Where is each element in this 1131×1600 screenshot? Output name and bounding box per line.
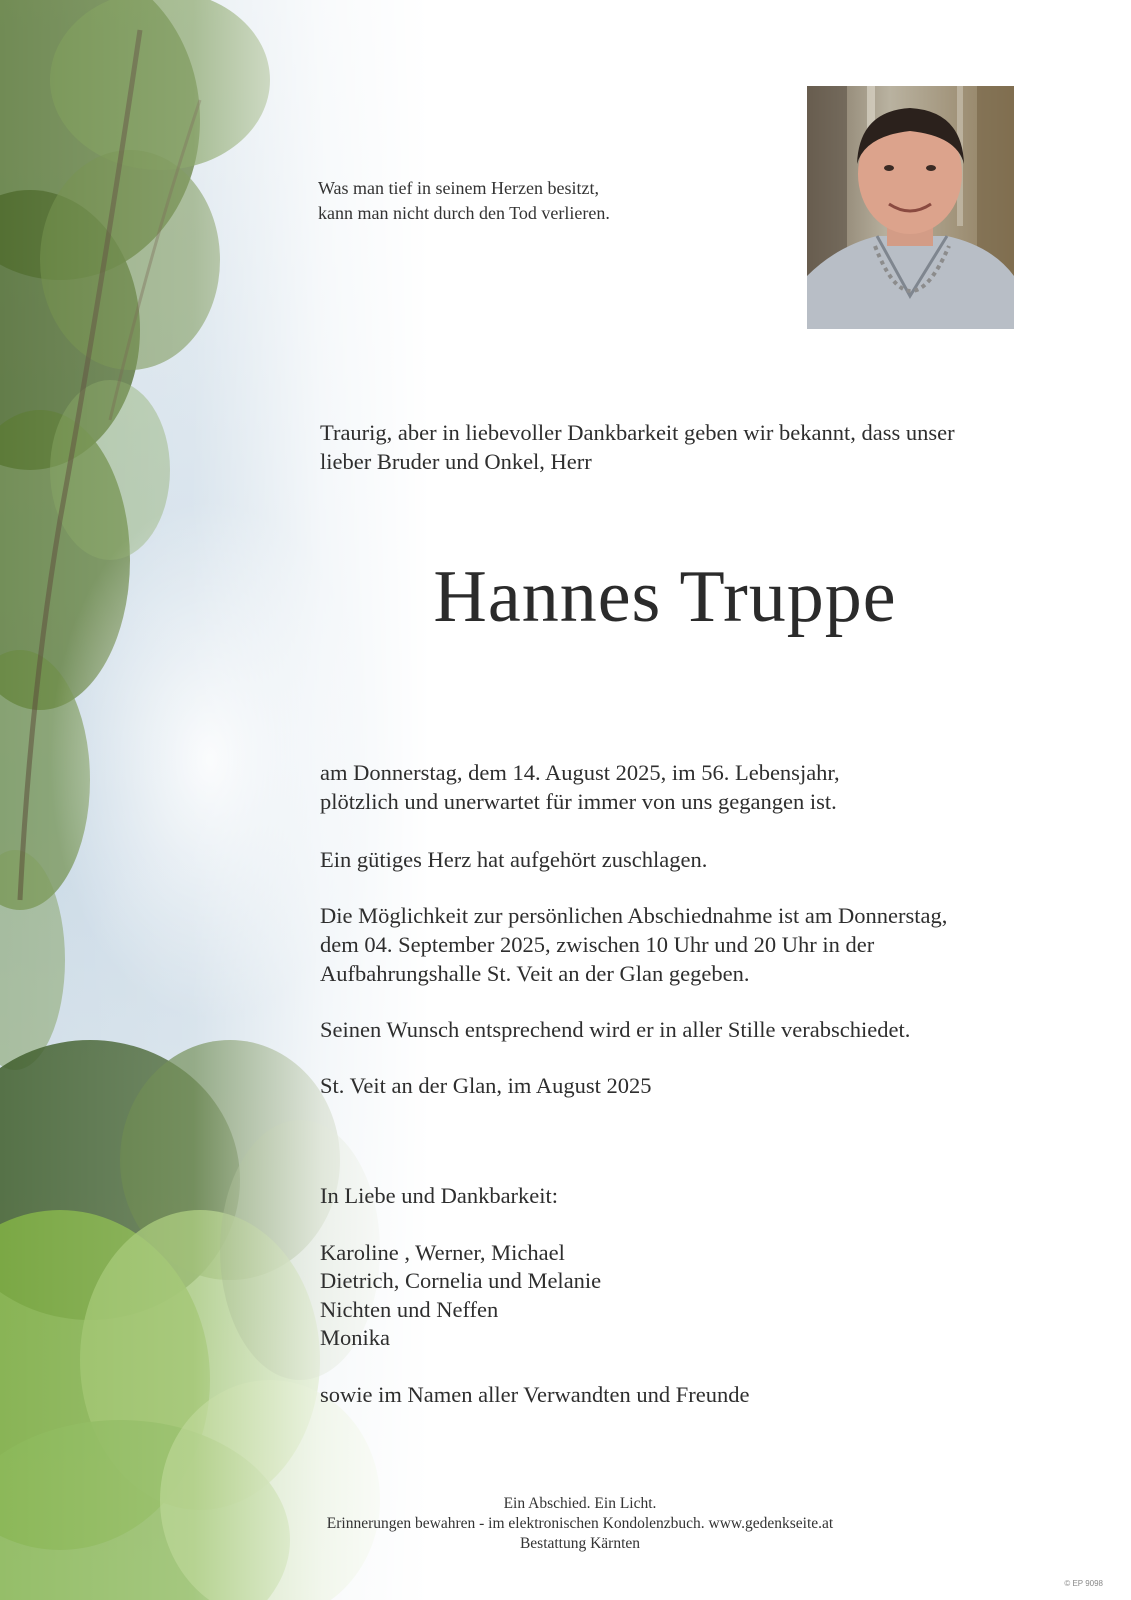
paragraph-line: dem 04. September 2025, zwischen 10 Uhr und 20 Uhr in der bbox=[320, 932, 875, 957]
wish-paragraph bbox=[320, 1015, 1040, 1044]
mourner-name: Nichten und Neffen bbox=[320, 1296, 499, 1322]
quote-line: Was man tief in seinem Herzen besitzt, bbox=[318, 178, 599, 198]
heart-paragraph bbox=[320, 845, 1040, 874]
print-code: © EP 9098 bbox=[1064, 1579, 1103, 1588]
farewell-paragraph bbox=[320, 901, 1040, 988]
mourner-name: Dietrich, Cornelia und Melanie bbox=[320, 1268, 602, 1293]
footer-condolence-link: Erinnerungen bewahren - im elektronischen Kondolenzbuch. www.gedenkseite.at bbox=[326, 1515, 834, 1532]
paragraph-line: am Donnerstag, dem 14. August 2025, im 56. Lebensjahr, bbox=[320, 760, 840, 785]
footer-tagline: Ein Abschied. Ein Licht. bbox=[503, 1495, 657, 1512]
memorial-quote bbox=[318, 176, 738, 226]
paragraph-line: Ein gütiges Herz hat aufgehört zuschlagen. bbox=[320, 847, 708, 872]
mourner-name: Karoline , Werner, Michael bbox=[320, 1239, 565, 1265]
announcement-line: Traurig, aber in liebevoller Dankbarkeit geben wir bekannt, dass unser bbox=[320, 420, 955, 445]
paragraph-line: Seinen Wunsch entsprechend wird er in aller Stille verabschiedet. bbox=[320, 1017, 911, 1042]
quote-line: kann man nicht durch den Tod verlieren. bbox=[318, 203, 610, 223]
announcement-text bbox=[320, 418, 1040, 476]
place-date bbox=[320, 1071, 1040, 1100]
paragraph-line: Aufbahrungshalle St. Veit an der Glan gegeben. bbox=[320, 961, 750, 986]
announcement-line: lieber Bruder und Onkel, Herr bbox=[320, 449, 592, 474]
mourners-closing: sowie im Namen aller Verwandten und Freunde bbox=[320, 1381, 750, 1407]
death-notice-paragraph bbox=[320, 758, 1040, 816]
portrait-photo bbox=[807, 86, 1014, 329]
deceased-name: Hannes Truppe bbox=[433, 556, 897, 638]
mourners-heading: In Liebe und Dankbarkeit: bbox=[320, 1183, 559, 1208]
paragraph-line: St. Veit an der Glan, im August 2025 bbox=[320, 1073, 652, 1098]
footer-funeral-home: Bestattung Kärnten bbox=[519, 1535, 641, 1552]
paragraph-line: Die Möglichkeit zur persönlichen Abschiednahme ist am Donnerstag, bbox=[320, 903, 948, 928]
mourners-list bbox=[320, 1182, 1020, 1409]
paragraph-line: plötzlich und unerwartet für immer von uns gegangen ist. bbox=[320, 789, 837, 814]
mourner-name: Monika bbox=[320, 1325, 390, 1350]
footer bbox=[200, 1494, 960, 1554]
